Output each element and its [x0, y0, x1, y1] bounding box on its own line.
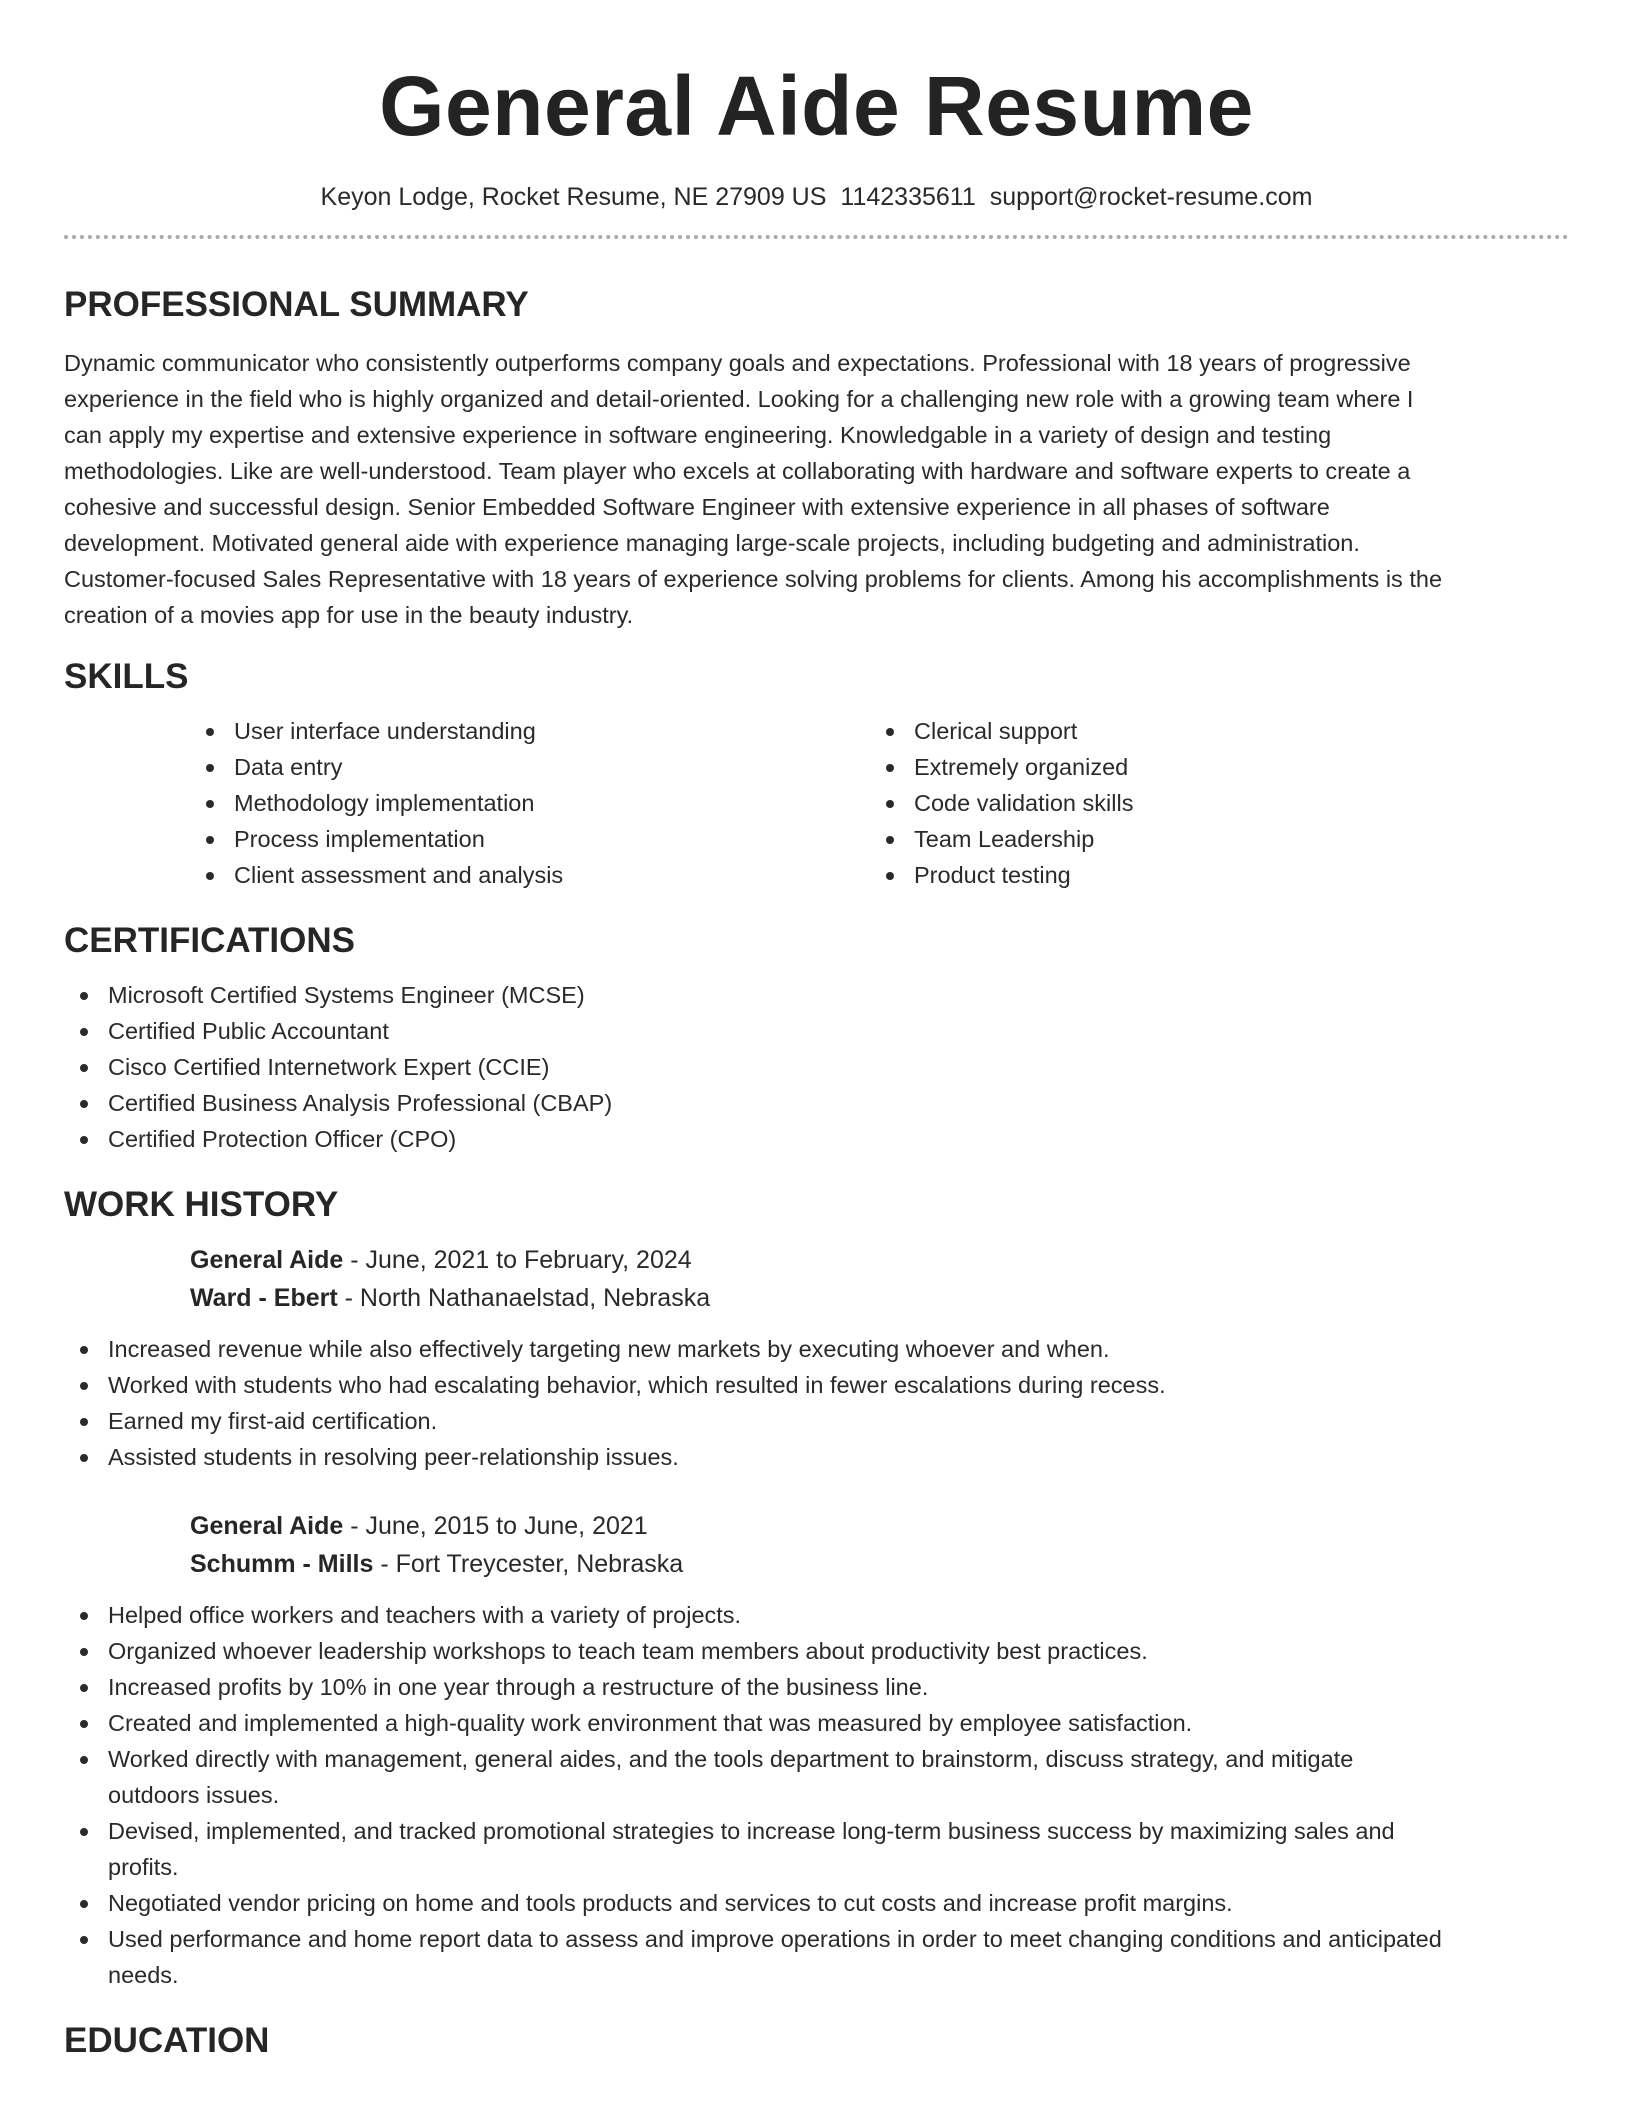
- certifications-section: [64, 921, 1569, 1157]
- summary-heading: PROFESSIONAL SUMMARY: [64, 285, 529, 324]
- list-item: Certified Public Accountant: [64, 1013, 1569, 1049]
- list-item: Worked with students who had escalating behavior, which resulted in fewer escalations during recess.: [64, 1367, 1569, 1403]
- job-entry: [190, 1507, 1569, 1583]
- resume-title: General Aide Resume: [379, 59, 1254, 153]
- list-item: Devised, implemented, and tracked promotional strategies to increase long-term business success by maximizing sales and profits.: [64, 1813, 1444, 1885]
- list-item: Increased profits by 10% in one year through a restructure of the business line.: [64, 1669, 1444, 1705]
- skills-heading: SKILLS: [64, 657, 189, 696]
- list-item: Microsoft Certified Systems Engineer (MCSE): [64, 977, 1569, 1013]
- contact-address: Keyon Lodge, Rocket Resume, NE 27909 US: [320, 183, 827, 211]
- certifications-list: [64, 977, 1569, 1157]
- skills-section: [64, 657, 1569, 893]
- bullet-icon: [886, 728, 894, 736]
- bullet-icon: [206, 836, 214, 844]
- bullet-icon: [80, 1382, 88, 1390]
- bullet-icon: [80, 1756, 88, 1764]
- job-title: General Aide: [190, 1246, 344, 1274]
- bullet-icon: [80, 1936, 88, 1944]
- job-entry: [190, 1241, 1569, 1317]
- work-history-heading: WORK HISTORY: [64, 1185, 339, 1224]
- bullet-icon: [80, 1684, 88, 1692]
- bullet-icon: [886, 800, 894, 808]
- work-history-section: [64, 1185, 1569, 1993]
- bullet-icon: [80, 1454, 88, 1462]
- list-item: Methodology implementation: [190, 785, 870, 821]
- list-item: Worked directly with management, general aides, and the tools department to brainstorm, discuss strategy, and mitigate outdoors issues.: [64, 1741, 1444, 1813]
- job-bullets: [64, 1331, 1569, 1475]
- bullet-icon: [206, 728, 214, 736]
- bullet-icon: [80, 1900, 88, 1908]
- bullet-icon: [80, 1028, 88, 1036]
- skills-right-list: [870, 713, 1550, 893]
- list-item: Data entry: [190, 749, 870, 785]
- contact-line: [64, 182, 1569, 212]
- job-location: - Fort Treycester, Nebraska: [373, 1550, 684, 1578]
- job-title-line: [190, 1241, 1569, 1279]
- bullet-icon: [206, 764, 214, 772]
- list-item: Negotiated vendor pricing on home and tools products and services to cut costs and increase profit margins.: [64, 1885, 1444, 1921]
- list-item: Client assessment and analysis: [190, 857, 870, 893]
- contact-email: support@rocket-resume.com: [989, 183, 1313, 211]
- education-section: [64, 2021, 1569, 2061]
- bullet-icon: [206, 800, 214, 808]
- list-item: Extremely organized: [870, 749, 1550, 785]
- job-dates: - June, 2021 to February, 2024: [343, 1246, 692, 1274]
- job-title-line: [190, 1507, 1569, 1545]
- skills-left-list: [190, 713, 870, 893]
- job-location: - North Nathanaelstad, Nebraska: [337, 1284, 711, 1312]
- job-company: Ward - Ebert: [190, 1284, 338, 1312]
- resume-page: [64, 0, 1569, 2061]
- job-title: General Aide: [190, 1512, 344, 1540]
- bullet-icon: [886, 872, 894, 880]
- bullet-icon: [80, 1612, 88, 1620]
- bullet-icon: [80, 1100, 88, 1108]
- skills-columns: [190, 713, 1569, 893]
- list-item: Increased revenue while also effectively targeting new markets by executing whoever and when.: [64, 1331, 1569, 1367]
- list-item: Assisted students in resolving peer-relationship issues.: [64, 1439, 1569, 1475]
- list-item: Certified Business Analysis Professional (CBAP): [64, 1085, 1569, 1121]
- list-item: Created and implemented a high-quality work environment that was measured by employee satisfaction.: [64, 1705, 1444, 1741]
- list-item: Code validation skills: [870, 785, 1550, 821]
- certifications-heading: CERTIFICATIONS: [64, 921, 356, 960]
- job-company-line: [190, 1545, 1569, 1583]
- bullet-icon: [886, 836, 894, 844]
- bullet-icon: [80, 1136, 88, 1144]
- list-item: Used performance and home report data to assess and improve operations in order to meet changing conditions and anticipated needs.: [64, 1921, 1444, 1993]
- summary-section: [64, 285, 1569, 633]
- bullet-icon: [80, 992, 88, 1000]
- header-divider: [64, 235, 1569, 239]
- list-item: Product testing: [870, 857, 1550, 893]
- education-heading: EDUCATION: [64, 2021, 270, 2060]
- list-item: Clerical support: [870, 713, 1550, 749]
- bullet-icon: [80, 1064, 88, 1072]
- job-company-line: [190, 1279, 1569, 1317]
- job-bullets: [64, 1597, 1444, 1993]
- bullet-icon: [80, 1346, 88, 1354]
- list-item: Earned my first-aid certification.: [64, 1403, 1569, 1439]
- list-item: User interface understanding: [190, 713, 870, 749]
- bullet-icon: [80, 1418, 88, 1426]
- bullet-icon: [80, 1720, 88, 1728]
- list-item: Organized whoever leadership workshops to teach team members about productivity best practices.: [64, 1633, 1444, 1669]
- list-item: Team Leadership: [870, 821, 1550, 857]
- job-dates: - June, 2015 to June, 2021: [343, 1512, 648, 1540]
- bullet-icon: [80, 1648, 88, 1656]
- job-company: Schumm - Mills: [190, 1550, 374, 1578]
- bullet-icon: [886, 764, 894, 772]
- contact-phone: 1142335611: [840, 183, 976, 211]
- bullet-icon: [80, 1828, 88, 1836]
- list-item: Process implementation: [190, 821, 870, 857]
- list-item: Cisco Certified Internetwork Expert (CCIE): [64, 1049, 1569, 1085]
- bullet-icon: [206, 872, 214, 880]
- list-item: Certified Protection Officer (CPO): [64, 1121, 1569, 1157]
- summary-text: Dynamic communicator who consistently outperforms company goals and expectations. Professional with 18 years of progressive experience in the field who is highly organized and detail-oriented. Looking for a challenging new role with a growing team where I can apply my expertise and extensive experience in software engineering. Knowledgable in a variety of design and testing methodologies. Like are well-understood. Team player who excels at collaborating with hardware and software experts to create a cohesive and successful design. Senior Embedded Software Engineer with extensive experience in all phases of software development. Motivated general aide with experience managing large-scale projects, including budgeting and administration. Customer-focused Sales Representative with 18 years of experience solving problems for clients. Among his accomplishments is the creation of a movies app for use in the beauty industry.: [64, 350, 1443, 628]
- list-item: Helped office workers and teachers with a variety of projects.: [64, 1597, 1444, 1633]
